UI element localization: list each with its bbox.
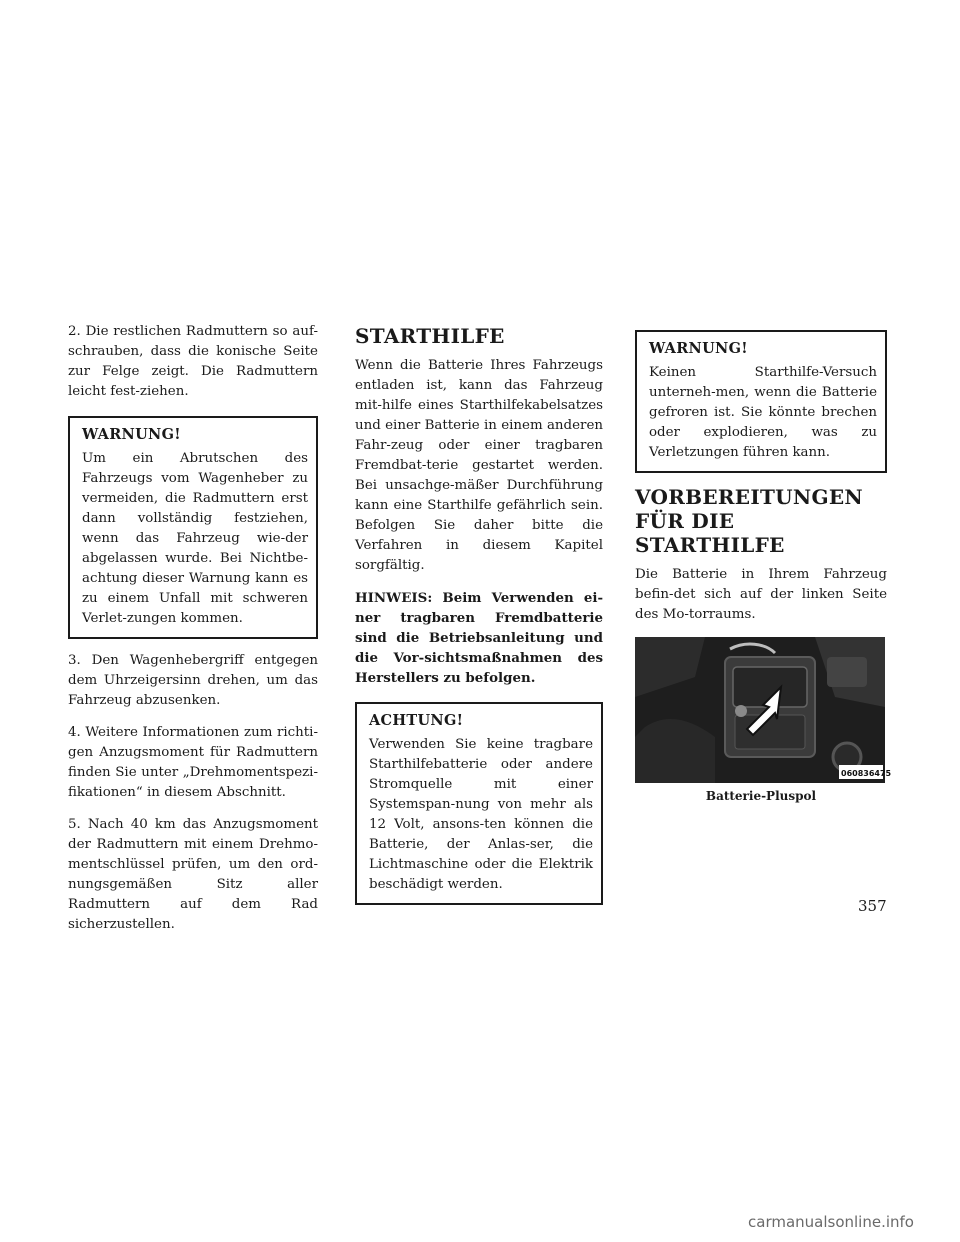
warning-title: WARNUNG! [82, 426, 181, 443]
intro-paragraph: Wenn die Batterie Ihres Fahrzeugs entladen ist, kann das Fahrzeug mit-hilfe eines Starthilfekabelsatzes und einer Batterie in einem anderen Fahr-zeug oder einer tragbaren Fremdbat-terie gestartet werden. Bei unsachge-mäßer Durchführung kann eine Starthilfe gefährlich sein. Befolgen Sie daher bitte die Verfahren in diesem Kapitel sorgfältig. [355, 358, 603, 573]
section-heading-vorbereitungen: VORBEREITUNGEN FÜR DIE STARTHILFE [635, 485, 863, 557]
warning-title: WARNUNG! [649, 340, 748, 357]
column-left [68, 322, 318, 947]
warning-box [68, 416, 318, 639]
step-4: 4. Weitere Informationen zum richti-gen Anzugsmoment für Radmuttern finden Sie unter „Drehmomentspezi-fikationen“ in diesem Abschnitt. [68, 725, 318, 800]
battery-location-text: Die Batterie in Ihrem Fahrzeug befin-det sich auf der linken Seite des Mo-torraums. [635, 567, 887, 622]
figure-caption: Batterie-Pluspol [705, 789, 817, 803]
watermark-text: carmanualsonline.info [748, 1213, 914, 1231]
caution-text: Verwenden Sie keine tragbare Starthilfebatterie oder andere Stromquelle mit einer Systemspan-nung von mehr als 12 Volt, ansons-ten können die Batterie, der Anlas-ser, die Lichtmaschine oder die Elektrik beschädigt werden. [369, 737, 593, 892]
engine-bay-illustration [635, 637, 892, 783]
step-5: 5. Nach 40 km das Anzugsmoment der Radmuttern mit einem Drehmo-mentschlüssel prüfen, um den ord-nungsgemäßen Sitz aller Radmuttern auf dem Rad sicherzustellen. [68, 817, 318, 932]
warning-box-frozen [635, 330, 887, 473]
column-middle [355, 322, 603, 917]
step-3: 3. Den Wagenhebergriff entgegen dem Uhrzeigersinn drehen, um das Fahrzeug abzusenken. [68, 653, 318, 708]
battery-photo [635, 637, 892, 783]
caution-title: ACHTUNG! [369, 712, 464, 729]
warning-text: Um ein Abrutschen des Fahrzeugs vom Wagenheber zu vermeiden, die Radmuttern erst dann vollständig festziehen, wenn das Fahrzeug wie-der abgelassen wurde. Bei Nichtbe-achtung dieser Warnung kann es zu einem Unfall mit schweren Verlet-zungen kommen. [82, 451, 308, 626]
figure-id: 060836475 [841, 769, 892, 778]
step-2: 2. Die restlichen Radmuttern so auf-schrauben, dass die konische Seite zur Felge zeigt. Die Radmuttern leicht fest-ziehen. [68, 324, 318, 399]
caution-box [355, 702, 603, 905]
warning-text: Keinen Starthilfe-Versuch unterneh-men, wenn die Batterie gefroren ist. Sie könnte brechen oder explodieren, was zu Verletzungen führen kann. [649, 365, 877, 460]
note-paragraph: HINWEIS: Beim Verwenden ei-ner tragbaren Fremdbatterie sind die Betriebsanleitung und die Vor-sichtsmaßnahmen des Herstellers zu befolgen. [355, 590, 603, 686]
page-number: 357 [858, 897, 887, 915]
section-heading-starthilfe: STARTHILFE [355, 324, 505, 348]
column-right [635, 322, 892, 803]
